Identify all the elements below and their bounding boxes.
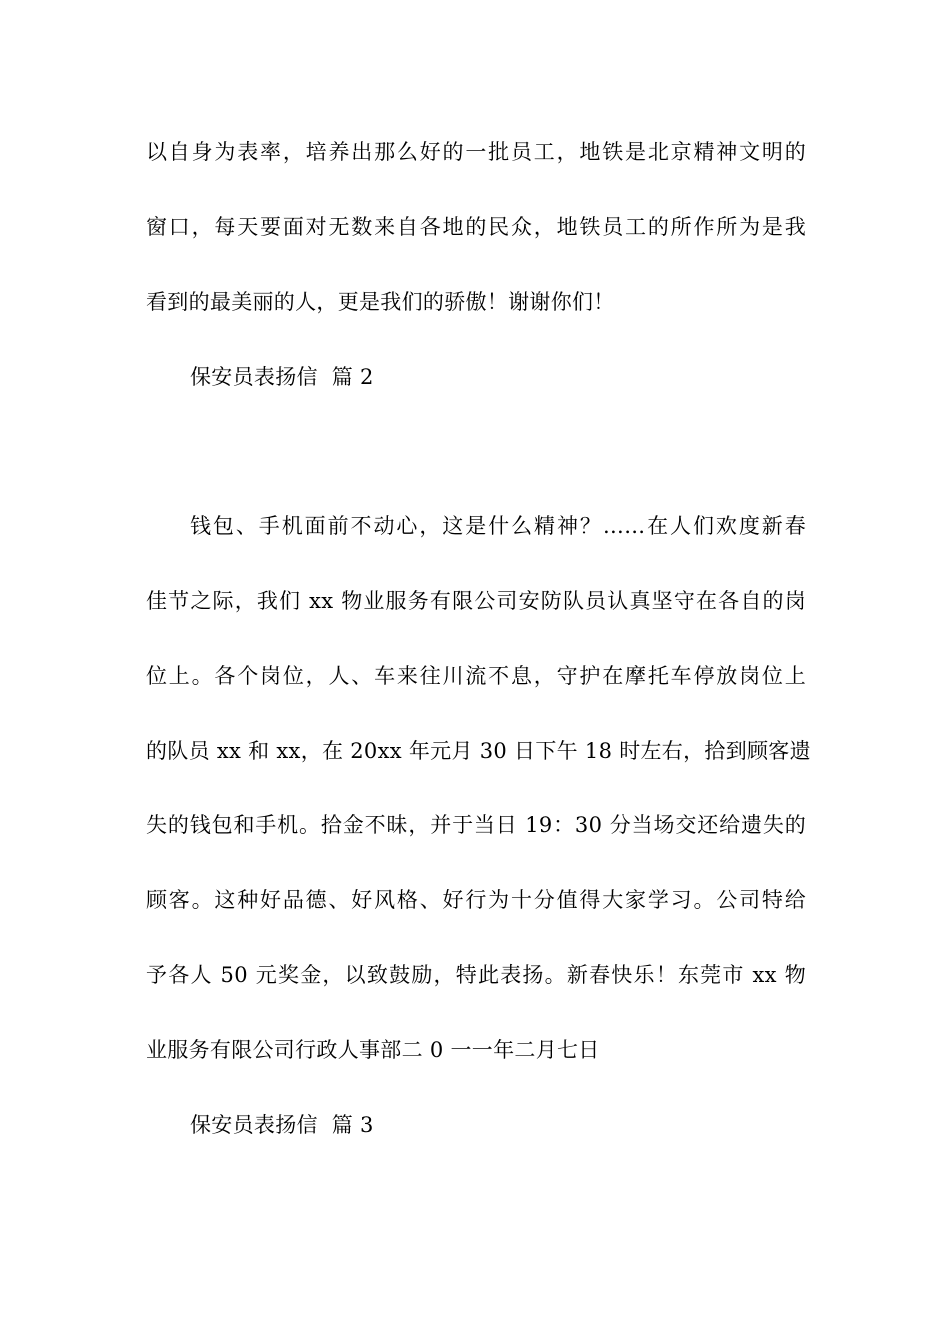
paragraph-line: 失的钱包和手机。拾金不昧，并于当日 19：30 分当场交还给遗失的: [146, 813, 806, 837]
paragraph-line: 予各人 50 元奖金，以致鼓励，特此表扬。新春快乐！东莞市 xx 物: [146, 963, 806, 987]
section-heading-2: 保安员表扬信 篇 2: [190, 365, 374, 389]
paragraph-line: 的队员 xx 和 xx，在 20xx 年元月 30 日下午 18 时左右，拾到顾客遗: [146, 739, 811, 763]
paragraph-line: 位上。各个岗位，人、车来往川流不息，守护在摩托车停放岗位上: [146, 664, 806, 688]
section-heading-3: 保安员表扬信 篇 3: [190, 1113, 374, 1137]
paragraph-line: 以自身为表率，培养出那么好的一批员工，地铁是北京精神文明的: [146, 140, 806, 164]
paragraph-line: 钱包、手机面前不动心，这是什么精神？……在人们欢度新春: [190, 514, 806, 538]
paragraph-line: 佳节之际，我们 xx 物业服务有限公司安防队员认真坚守在各自的岗: [146, 589, 806, 613]
paragraph-line: 看到的最美丽的人，更是我们的骄傲！谢谢你们！: [146, 290, 615, 314]
paragraph-line: 业服务有限公司行政人事部二 0 一一年二月七日: [146, 1038, 600, 1062]
paragraph-line: 顾客。这种好品德、好风格、好行为十分值得大家学习。公司特给: [146, 888, 806, 912]
paragraph-line: 窗口，每天要面对无数来自各地的民众，地铁员工的所作所为是我: [146, 215, 806, 239]
